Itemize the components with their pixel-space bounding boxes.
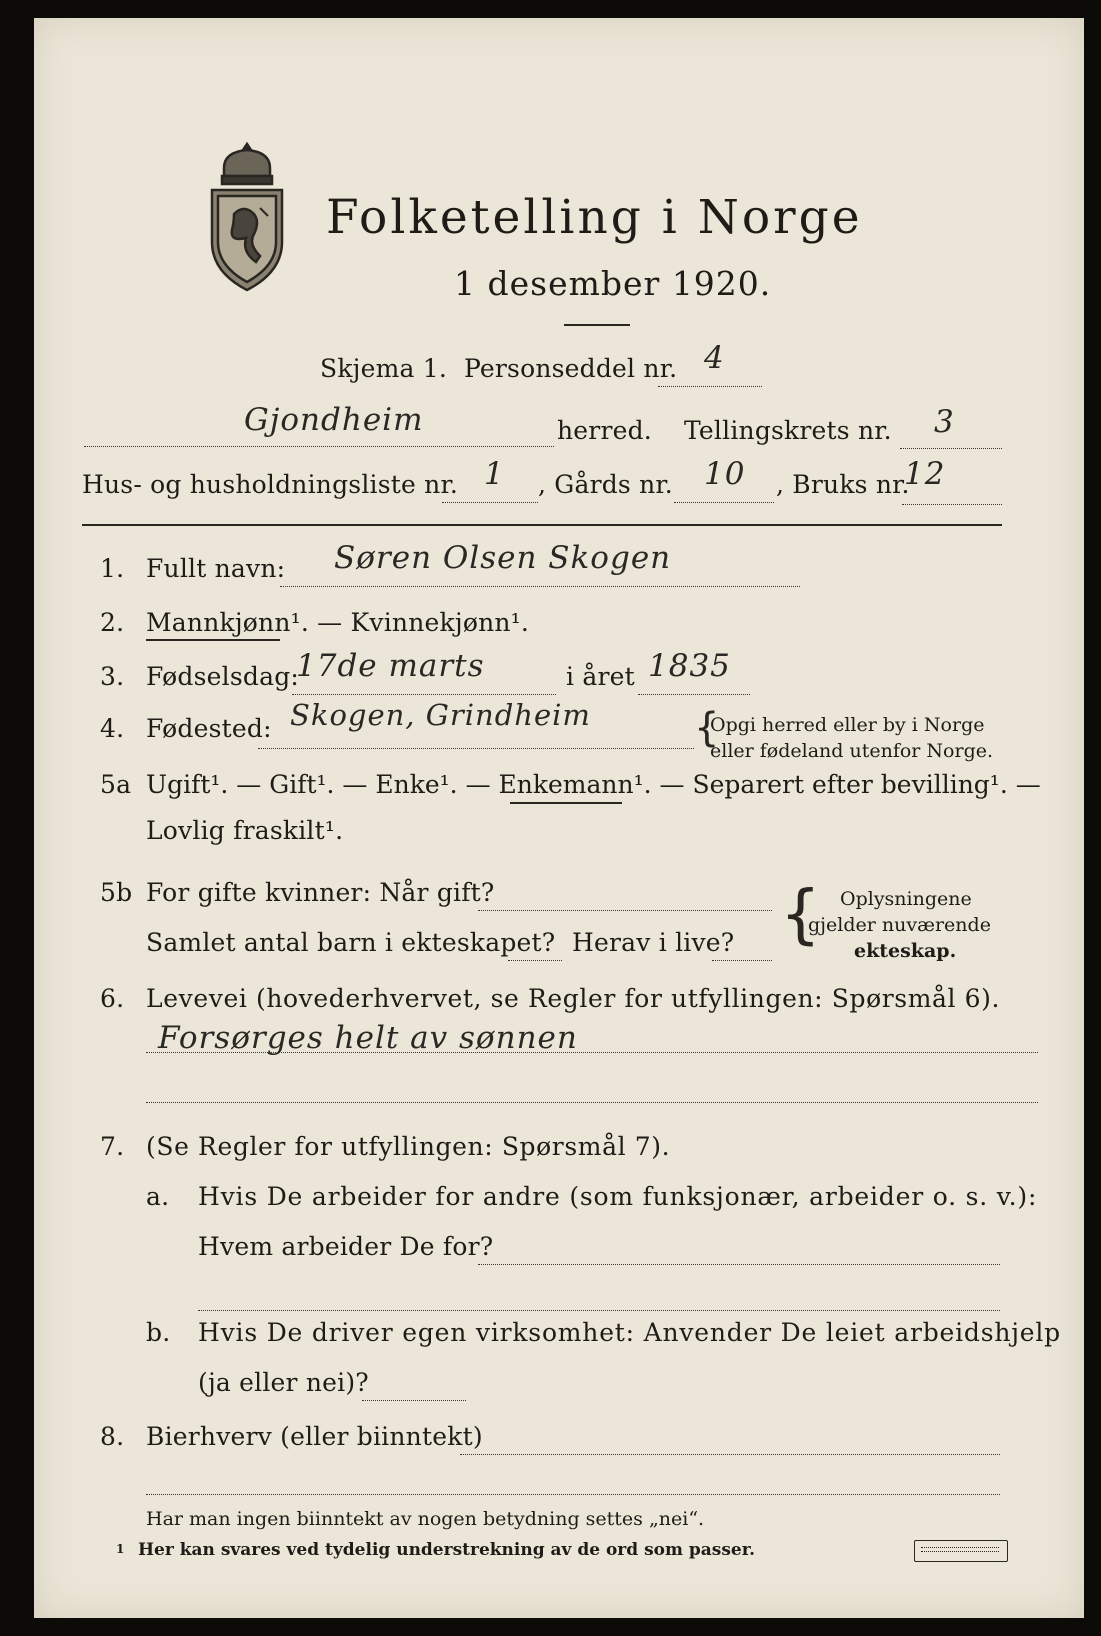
footnote-marker: 1 bbox=[116, 1542, 125, 1556]
occupation-value[interactable]: Forsørges helt av sønnen bbox=[158, 1020, 578, 1056]
q5b-note-2: gjelder nuværende bbox=[808, 914, 991, 936]
q8-number: 8. bbox=[100, 1422, 125, 1451]
q5a-number: 5a bbox=[100, 770, 132, 799]
q5b-label-1: For gifte kvinner: Når gift? bbox=[146, 878, 495, 907]
personseddel-label: Personseddel nr. bbox=[464, 354, 678, 383]
tellingskrets-label: Tellingskrets nr. bbox=[684, 416, 892, 445]
form-date: 1 desember 1920. bbox=[454, 264, 772, 303]
q4-label: Fødested: bbox=[146, 714, 272, 743]
q5b-line-3 bbox=[712, 960, 772, 961]
coat-of-arms-icon bbox=[202, 138, 292, 298]
gender-options: Mannkjønn¹. — Kvinnekjønn¹. bbox=[146, 608, 530, 637]
q8-label: Bierhverv (eller biinntekt) bbox=[146, 1422, 483, 1451]
bruks-line bbox=[902, 504, 1002, 505]
q5b-label-2: Samlet antal barn i ekteskapet? bbox=[146, 928, 556, 957]
q1-number: 1. bbox=[100, 554, 125, 583]
hus-line bbox=[442, 502, 538, 503]
footnote-text: Her kan svares ved tydelig understrekning av de ord som passer. bbox=[138, 1540, 756, 1560]
q4-note-1: Opgi herred eller by i Norge bbox=[710, 714, 985, 736]
bruks-label: , Bruks nr. bbox=[776, 470, 910, 499]
q6-number: 6. bbox=[100, 984, 125, 1013]
q7a-line-2 bbox=[198, 1310, 1000, 1311]
hus-label: Hus- og husholdningsliste nr. bbox=[82, 470, 459, 499]
q1-label: Fullt navn: bbox=[146, 554, 286, 583]
q3-year-label: i året bbox=[566, 662, 635, 691]
q4-note-2: eller fødeland utenfor Norge. bbox=[710, 740, 994, 762]
birth-year-value[interactable]: 1835 bbox=[648, 648, 731, 684]
q7a-line-1 bbox=[478, 1264, 1000, 1265]
q7b-label-1: Hvis De driver egen virksomhet: Anvender De leiet arbeidshjelp bbox=[198, 1318, 1061, 1347]
q4-number: 4. bbox=[100, 714, 125, 743]
title-divider bbox=[564, 324, 630, 326]
q7-number: 7. bbox=[100, 1132, 125, 1161]
census-form bbox=[34, 18, 1084, 1618]
personseddel-value[interactable]: 4 bbox=[704, 340, 725, 376]
bruks-value[interactable]: 12 bbox=[904, 456, 946, 492]
gender-underline bbox=[146, 639, 280, 641]
birthplace-value[interactable]: Skogen, Grindheim bbox=[290, 698, 591, 732]
herred-value[interactable]: Gjondheim bbox=[244, 402, 424, 438]
q7b-line bbox=[362, 1400, 466, 1401]
q7a-letter: a. bbox=[146, 1182, 170, 1211]
tellingskrets-value[interactable]: 3 bbox=[934, 404, 955, 440]
q1-line bbox=[280, 586, 800, 587]
q5b-note-3: ekteskap. bbox=[854, 940, 957, 962]
q5b-note-1: Oplysningene bbox=[840, 888, 972, 910]
q2-number: 2. bbox=[100, 608, 125, 637]
skjema-label: Skjema 1. bbox=[320, 354, 448, 383]
q7a-label-2: Hvem arbeider De for? bbox=[198, 1232, 494, 1261]
q7b-letter: b. bbox=[146, 1318, 171, 1347]
marital-status-options-2: Lovlig fraskilt¹. bbox=[146, 816, 344, 845]
q5b-label-3: Herav i live? bbox=[572, 928, 735, 957]
q8-line-1 bbox=[460, 1454, 1000, 1455]
header-divider bbox=[82, 524, 1002, 526]
gaards-label: , Gårds nr. bbox=[538, 470, 673, 499]
q4-line bbox=[258, 748, 694, 749]
personseddel-line bbox=[658, 386, 762, 387]
q3-line bbox=[292, 694, 556, 695]
q7b-label-2: (ja eller nei)? bbox=[198, 1368, 369, 1397]
herred-label: herred. bbox=[557, 416, 652, 445]
herred-line bbox=[84, 446, 554, 447]
q5b-number: 5b bbox=[100, 878, 133, 907]
q8-note: Har man ingen biinntekt av nogen betydning settes „nei“. bbox=[146, 1508, 705, 1530]
birthday-value[interactable]: 17de marts bbox=[296, 648, 485, 684]
q5b-line-1 bbox=[478, 910, 772, 911]
gaards-line bbox=[674, 502, 774, 503]
q8-line-2 bbox=[146, 1494, 1000, 1495]
q6-label: Levevei (hovederhvervet, se Regler for utfyllingen: Spørsmål 6). bbox=[146, 984, 1001, 1013]
marital-status-underline bbox=[510, 802, 622, 804]
q3-label: Fødselsdag: bbox=[146, 662, 300, 691]
hus-value[interactable]: 1 bbox=[484, 456, 505, 492]
tellingskrets-line bbox=[900, 448, 1002, 449]
q5b-line-2 bbox=[508, 960, 562, 961]
q3-year-line bbox=[638, 694, 750, 695]
full-name-value[interactable]: Søren Olsen Skogen bbox=[334, 540, 672, 576]
marital-status-options: Ugift¹. — Gift¹. — Enke¹. — Enkemann¹. — Separert efter bevilling¹. — bbox=[146, 770, 1041, 799]
printer-stamp bbox=[914, 1540, 1008, 1562]
q6-line-2 bbox=[146, 1102, 1038, 1103]
gaards-value[interactable]: 10 bbox=[704, 456, 746, 492]
q5b-brace: { bbox=[780, 878, 821, 952]
q7-label: (Se Regler for utfyllingen: Spørsmål 7). bbox=[146, 1132, 671, 1161]
q7a-label-1: Hvis De arbeider for andre (som funksjonær, arbeider o. s. v.): bbox=[198, 1182, 1038, 1211]
form-title: Folketelling i Norge bbox=[326, 190, 863, 245]
q3-number: 3. bbox=[100, 662, 125, 691]
q4-brace: { bbox=[694, 705, 720, 751]
